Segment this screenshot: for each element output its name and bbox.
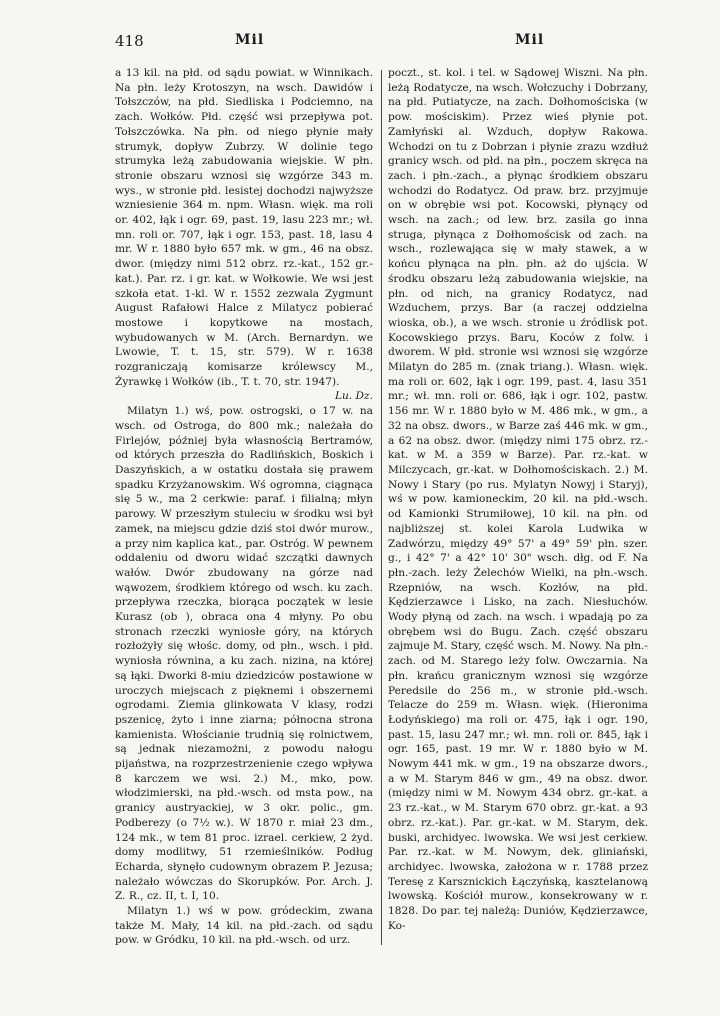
right-column	[388, 66, 648, 996]
page-number: 418	[115, 32, 144, 50]
author-signature: Lu. Dz.	[334, 390, 373, 403]
left-column	[115, 66, 373, 996]
column-divider	[381, 70, 382, 945]
entry-paragraph: poczt., st. kol. i tel. w Sądowej Wiszni. Na płn. leżą Rodatycze, na wsch. Wołczuchy i Dobrzany, na płd. Putiatycze, na zach. Dołhomościska (w pow. mościskim). Przez wieś płynie pot. Zamłyński al. Wzduch, dopływ Rakowa. Wchodzi on tu z Dobrzan i płynie zrazu wzdłuż granicy wsch. od płd. na płn., poczem skręca na zach. i płn.-zach., a płynąc środkiem obszaru wchodzi do Rodatycz. Od praw. brz. przyjmuje on w obrębie wsi pot. Kocowski, płynący od wsch. na zach.; od lew. brz. zasila go inna struga, płynąca z Dołhomościsk od zach. na wsch., rozlewająca się w mały stawek, a w końcu płynąca na płn. płn. aż do ujścia. W środku obszaru leżą zabudowania wiejskie, na płn. od nich, na granicy Rodatycz, nad Wzduchem, przys. Bar (a raczej oddzielna wioska, ob.), a we wsch. stronie u źródlisk pot. Kocowskiego przys. Baru, Koców z folw. i dworem. W płd. stronie wsi wznosi się wzgórze Milatyn do 285 m. (znak triang.). Własn. więk. ma roli or. 602, łąk i ogr. 199, past. 4, lasu 351 mr.; wł. mn. roli or. 686, łąk i ogr. 102, pastw. 156 mr. W r. 1880 było w M. 486 mk., w gm., a 32 na obsz. dwors., w Barze zaś 446 mk. w gm., a 62 na obsz. dwor. (między nimi 175 obrz. rz.-kat. w M. a 359 w Barze). Par. rz.-kat. w Milczycach, gr.-kat. w Dołhomościskach. 2.) M. Nowy i Stary (po rus. Mylatyn Nowyj i Staryj), wś w pow. kamioneckim, 20 kil. na płd.-wsch. od Kamionki Strumiłowej, 10 kil. na płn. od najbliższej st. kolei Karola Ludwika w Zadwórzu, między 49° 57' a 49° 59' płn. szer. g., i 42° 7' a 42° 10' 30" wsch. dłg. od F. Na płn.-zach. leży Żelechów Wielki, na płn.-wsch. Rzepniów, na wsch. Kozłów, na płd. Kędzierzawce i Lisko, na zach. Niesłuchów. Wody płyną od zach. na wsch. i wpadają po za obrębem wsi do Bugu. Zach. część obszaru zajmuje M. Stary, część wsch. M. Nowy. Na płn.-zach. od M. Starego leży folw. Owczarnia. Na płn. krańcu granicznym wznosi się wzgórze Peredsile do 256 m., w stronie płd.-wsch. Telacze do 259 m. Własn. więk. (Hieronima Łodyńskiego) ma roli or. 475, łąk i ogr. 190, past. 15, lasu 247 mr.; wł. mn. roli or. 845, łąk i ogr. 165, past. 19 mr. W r. 1880 było w M. Nowym 441 mk. w gm., 19 na obszarze dwors., a w M. Starym 846 w gm., 49 na obsz. dwor. (między nimi w M. Nowym 434 obrz. gr.-kat. a 23 rz.-kat., w M. Starym 670 obrz. gr.-kat. a 93 obrz. rz.-kat.). Par. gr.-kat. w M. Starym, dek. buski, archidyec. lwowska. We wsi jest cerkiew. Par. rz.-kat. w M. Nowym, dek. gliniański, archidyec. lwowska, założona w r. 1788 przez Teresę z Karsznickich Łączyńską, kasztelanową lwowską. Kościół murow., konsekrowany w r. 1828. Do par. tej należą: Duniów, Kędzierzawce, Ko-	[388, 67, 648, 932]
running-head-left: Mil	[235, 32, 265, 48]
page-header	[115, 32, 675, 54]
entry-paragraph: Milatyn 1.) wś, pow. ostrogski, o 17 w. na wsch. od Ostroga, do 800 mk.; należała do Firlejów, później była własnością Bertramów, od których przeszła do Radlińskich, Boskich i Daszyńskich, a w ostatku dostała się prawem spadku Krzyżanowskim. Wś ogromna, ciągnąca się 5 w., ma 2 cerkwie: paraf. i filialną; młyn parowy. W przeszłym stuleciu w środku wsi był zamek, na miejscu gdzie dziś stoi dwór murow., a przy nim kaplica kat., par. Ostróg. W pewnem oddaleniu od dworu widać szczątki dawnych wałów. Dwór zbudowany na górze nad wąwozem, środkiem którego od wsch. ku zach. przepływa rzeczka, biorąca początek w lesie Kurasz (ob ), obraca ona 4 młyny. Po obu stronach rzeczki wyniosłe góry, na których rozłożyły się włośc. domy, od płn., wsch. i płd. wyniosła równina, a ku zach. nizina, na której są łąki. Dworki 8-miu dziedziców postawione w uroczych miejscach z pięknemi i obszernemi ogrodami. Ziemia glinkowata V klasy, rodzi pszenicę, żyto i inne ziarna; północna strona kamienista. Włościanie trudnią się rolnictwem, są jednak niezamożni, z powodu nałogu pijaństwa, na rozprzestrzenienie czego wpływa 8 karczem we wsi. 2.) M., mko, pow. włodzimierski, na płd.-wsch. od msta pow., na granicy austryackiej, w 3 okr. polic., gm. Podberezy (o 7½ w.). W 1870 r. miał 23 dm., 124 mk., w tem 81 proc. izrael. cerkiew, 2 żyd. domy modlitwy, 51 rzemieślników. Podług Echarda, słynęło cudownym obrazem P. Jezusa; należało wówczas do Skorupków. Por. Arch. J. Z. R., cz. II, t. I, 10.	[115, 405, 373, 903]
entry-paragraph: Milatyn 1.) wś w pow. gródeckim, zwana także M. Mały, 14 kil. na płd.-zach. od sądu pow. w Gródku, 10 kil. na płd.-wsch. od urz.	[115, 905, 373, 947]
entry-paragraph: a 13 kil. na płd. od sądu powiat. w Winnikach. Na płn. leży Krotoszyn, na wsch. Dawidów i Tołszczów, na płd. Siedliska i Podciemno, na zach. Wołków. Płd. część wsi przepływa pot. Tołszczówka. Na płn. od niego płynie mały strumyk, dopływ Zubrzy. W dolinie tego strumyka leżą zabudowania wiejskie. W płn. stronie obszaru wznosi się wzgórze 343 m. wys., w stronie płd. lesistej dochodzi najwyższe wzniesienie 364 m. npm. Własn. więk. ma roli or. 402, łąk i ogr. 69, past. 19, lasu 223 mr.; wł. mn. roli or. 707, łąk i ogr. 153, past. 18, lasu 4 mr. W r. 1880 było 657 mk. w gm., 46 na obsz. dwor. (między nimi 512 obrz. rz.-kat., 152 gr.-kat.). Par. rz. i gr. kat. w Wołkowie. We wsi jest szkoła etat. 1-kl. W r. 1552 zezwala Zygmunt August Rafałowi Halce z Milatycz pobierać mostowe i kopytkowe na mostach, wybudowanych w M. (Arch. Bernardyn. we Lwowie, T. t. 15, str. 579). W r. 1638 rozgraniczają komisarze królewscy M., Żyrawkę i Wołków (ib., T. t. 70, str. 1947). Lu. Dz.	[115, 67, 373, 403]
running-head-right: Mil	[515, 32, 545, 48]
